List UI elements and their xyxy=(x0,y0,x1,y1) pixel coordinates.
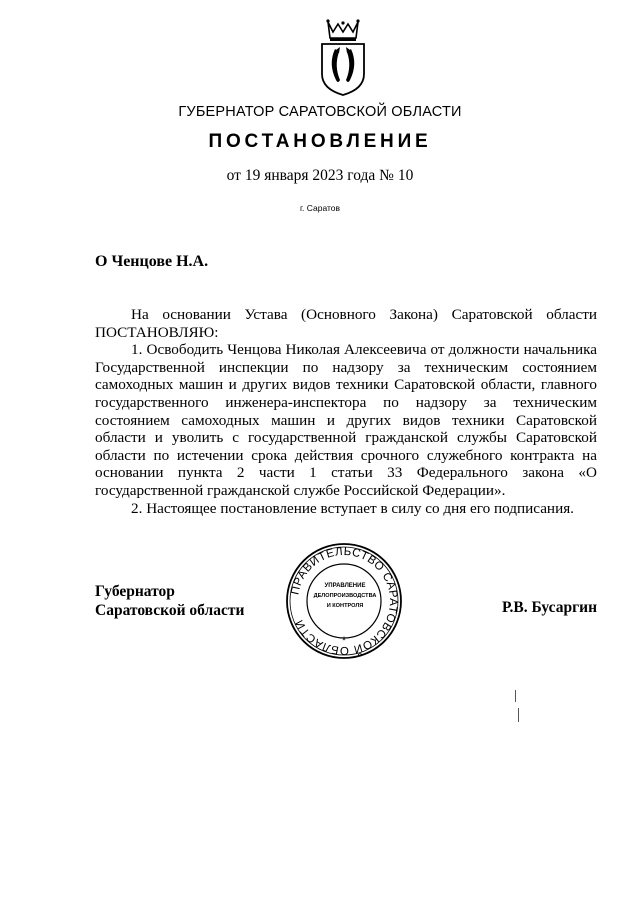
scan-speck xyxy=(515,690,516,702)
document-subject: О Ченцове Н.А. xyxy=(95,253,209,270)
stamp-line-3: И КОНТРОЛЯ xyxy=(326,603,364,609)
signatory-title-line2: Саратовской области xyxy=(95,602,245,619)
issuing-authority: ГУБЕРНАТОР САРАТОВСКОЙ ОБЛАСТИ xyxy=(178,104,462,120)
date-and-number: от 19 января 2023 года № 10 xyxy=(226,167,414,184)
signatory-title xyxy=(95,582,244,620)
city: г. Саратов xyxy=(299,203,341,213)
stamp-star: * xyxy=(341,635,347,647)
signatory-title-line1: Губернатор xyxy=(95,583,175,600)
stamp-line-2: ДЕЛОПРОИЗВОДСТВА xyxy=(313,593,377,599)
scan-speck xyxy=(518,708,519,722)
document-type-title: ПОСТАНОВЛЕНИЕ xyxy=(208,131,432,152)
item-2-paragraph: 2. Настоящее постановление вступает в силу со дня его подписания. xyxy=(131,499,574,517)
stamp-line-1: УПРАВЛЕНИЕ xyxy=(324,583,366,589)
intro-paragraph: На основании Устава (Основного Закона) Саратовской области ПОСТАНОВЛЯЮ: xyxy=(95,306,597,341)
document-body xyxy=(95,306,597,517)
item-1-paragraph: 1. Освободить Ченцова Николая Алексеевича от должности начальника Государственной инспекции по надзору за техническим состоянием самоходных машин и других видов техники Саратовской области, главного государственного инженера-инспектора по надзору за техническим состоянием самоходных машин и других видов техники Саратовской области и уволить с государственной гражданской службы Саратовской области по истечении срока действия срочного служебного контракта на основании пункта 2 части 1 статьи 33 Федерального закона «О государственной гражданской службе Российской Федерации». xyxy=(95,341,597,499)
coat-of-arms-icon xyxy=(318,16,368,96)
signatory-name: Р.В. Бусаргин xyxy=(502,599,597,616)
official-stamp xyxy=(284,541,404,661)
stamp-ring-text: ПРАВИТЕЛЬСТВО САРАТОВСКОЙ ОБЛАСТИ xyxy=(289,545,400,657)
